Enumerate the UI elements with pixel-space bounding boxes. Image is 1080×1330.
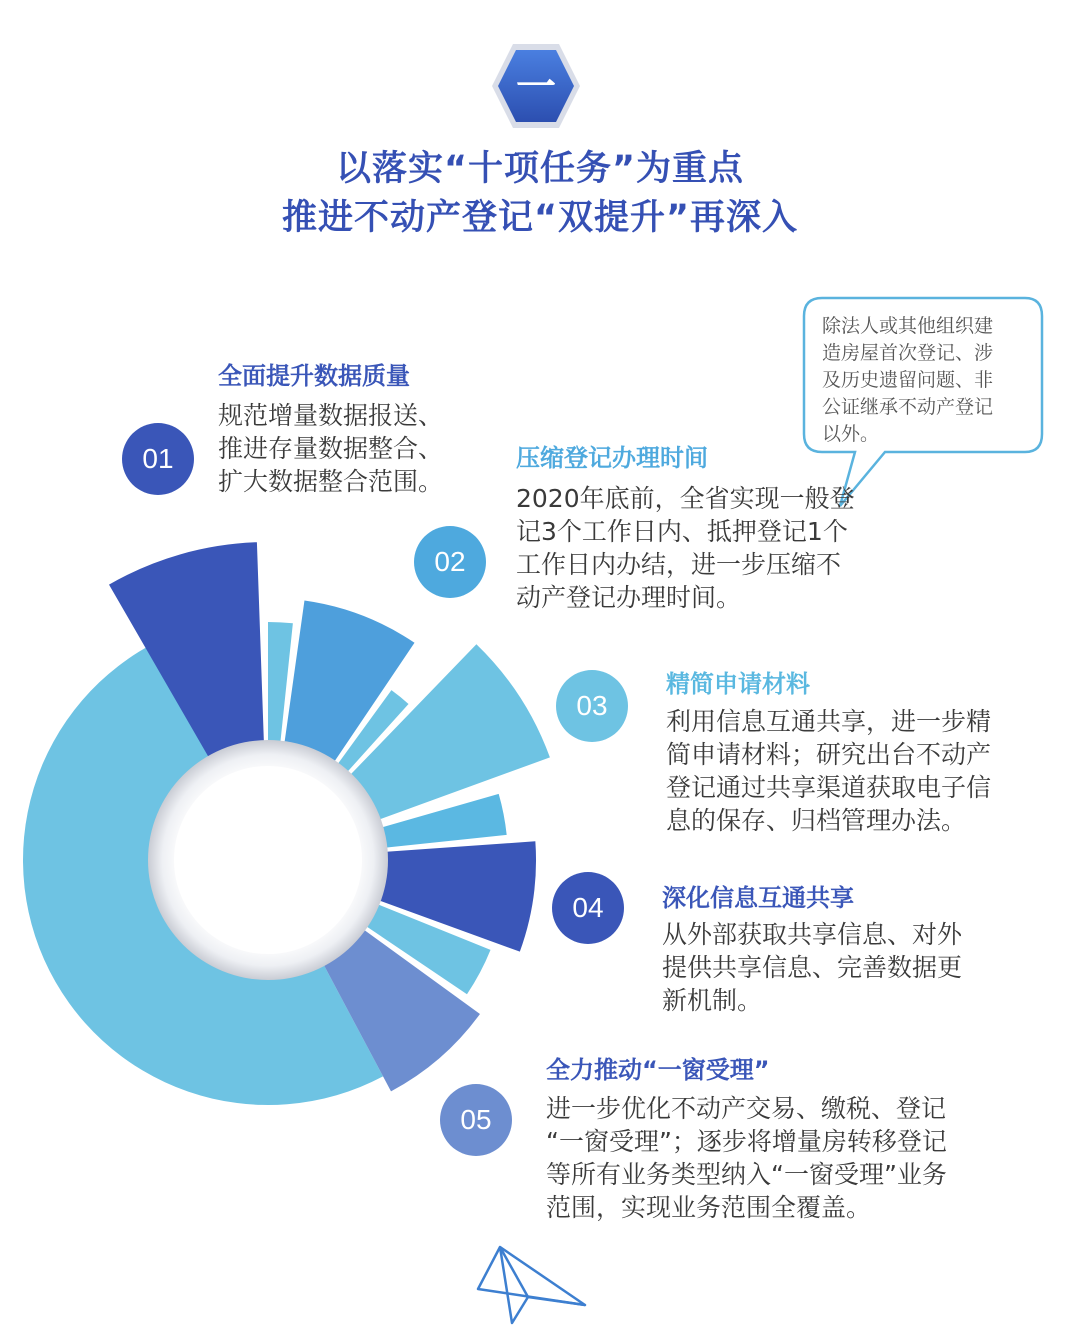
item-04-badge: 04: [552, 872, 624, 944]
item-05-line: 进一步优化不动产交易、缴税、登记: [546, 1094, 947, 1123]
callout-line: 以外。: [822, 423, 880, 445]
item-02-line: 记3个工作日内、抵押登记1个: [516, 517, 848, 546]
paper-plane-icon: [470, 1237, 590, 1327]
callout-line: 除法人或其他组织建: [822, 315, 994, 337]
item-04-line: 从外部获取共享信息、对外: [662, 920, 963, 949]
item-02-badge: 02: [414, 526, 486, 598]
item-02-line: 2020年底前，全省实现一般登: [516, 484, 855, 513]
item-03-line: 息的保存、归档管理办法。: [666, 806, 967, 835]
item-05-title: 全力推动“一窗受理”: [546, 1056, 770, 1084]
item-05-body: [546, 1092, 947, 1224]
item-01-line: 扩大数据整合范围。: [218, 467, 444, 496]
item-01-line: 推进存量数据整合、: [218, 434, 444, 463]
item-05-line: 等所有业务类型纳入“一窗受理”业务: [546, 1160, 947, 1189]
item-02-line: 工作日内办结，进一步压缩不: [516, 550, 842, 579]
item-04-line: 新机制。: [662, 986, 763, 1015]
callout-line: 造房屋首次登记、涉: [822, 342, 994, 364]
badge-label: 一: [516, 64, 556, 110]
callout-line: 公证继承不动产登记: [822, 396, 994, 418]
item-03-line: 登记通过共享渠道获取电子信: [666, 773, 992, 802]
callout-text: [822, 313, 1032, 448]
item-01-badge: 01: [122, 423, 194, 495]
item-03-body: [666, 705, 991, 837]
item-04-title: 深化信息互通共享: [662, 884, 854, 912]
item-04-body: [662, 918, 962, 1017]
item-05-line: 范围，实现业务范围全覆盖。: [546, 1193, 872, 1222]
hexagon-badge: [490, 40, 582, 132]
item-01-body: [218, 399, 443, 498]
callout-line: 及历史遗留问题、非: [822, 369, 994, 391]
item-03-title: 精简申请材料: [666, 670, 810, 698]
item-04-line: 提供共享信息、完善数据更: [662, 953, 963, 982]
item-01-line: 规范增量数据报送、: [218, 401, 444, 430]
item-02-line: 动产登记办理时间。: [516, 583, 742, 612]
title-line-1: 以落实“十项任务”为重点: [335, 149, 744, 189]
item-03-line: 利用信息互通共享，进一步精: [666, 707, 992, 736]
title-line-2: 推进不动产登记“双提升”再深入: [281, 198, 798, 238]
item-02-title: 压缩登记办理时间: [516, 444, 708, 472]
item-02-body: [516, 482, 855, 614]
item-05-line: “一窗受理”；逐步将增量房转移登记: [546, 1127, 947, 1156]
item-05-badge: 05: [440, 1084, 512, 1156]
radial-donut-graphic: [0, 540, 560, 1120]
item-01-title: 全面提升数据质量: [218, 362, 410, 390]
donut-hub: [174, 766, 362, 954]
item-03-badge: 03: [556, 670, 628, 742]
item-03-line: 简申请材料；研究出台不动产: [666, 740, 992, 769]
